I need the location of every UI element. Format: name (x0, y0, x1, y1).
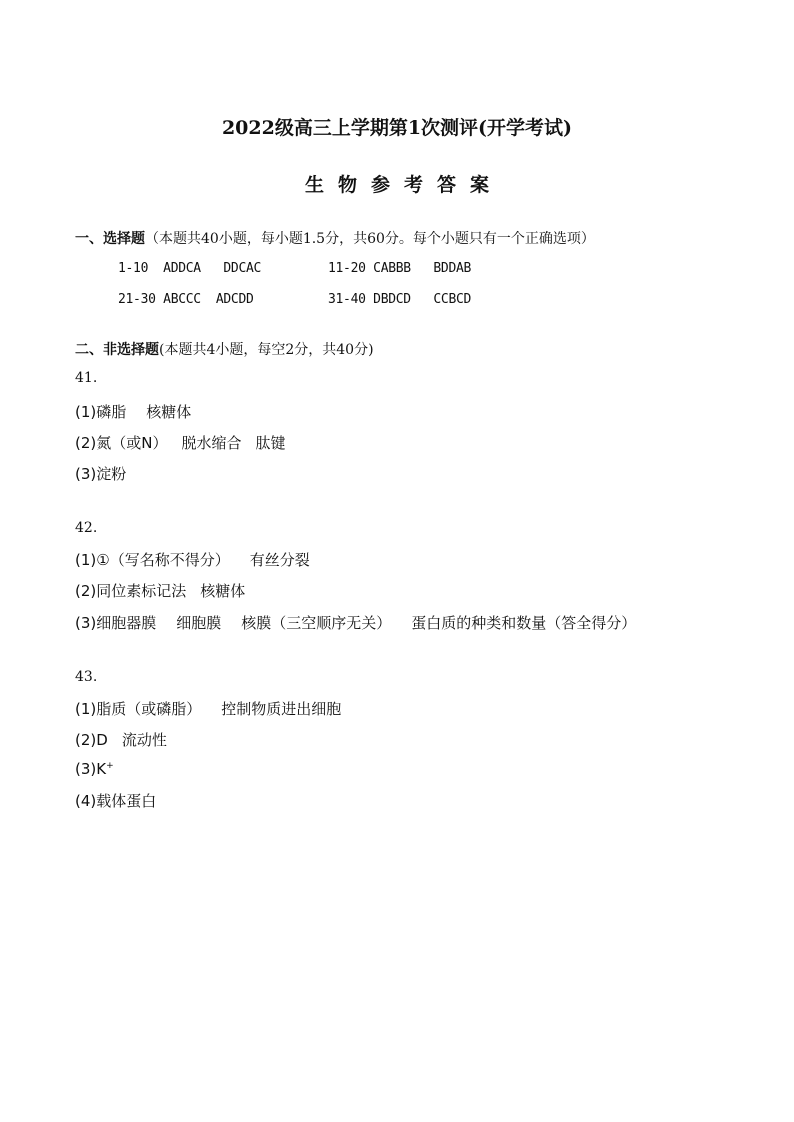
answer-part: 核糖体 (200, 582, 246, 600)
answer-part: 控制物质进出细胞 (221, 700, 342, 718)
section1-note: （本题共40小题，每小题1.5分，共60分。每个小题只有一个正确选项） (145, 231, 595, 247)
answer-part: 细胞器膜 (96, 614, 157, 632)
answer-part: K (96, 760, 107, 778)
answer-block: ADCDD (215, 292, 254, 307)
answer-part: 蛋白质的种类和数量（答全得分） (411, 614, 637, 632)
section2-header (75, 339, 374, 359)
answer-label: (1) (75, 700, 97, 718)
answer-part: 流动性 (121, 731, 167, 749)
page-title: 2022级高三上学期第1次测评(开学考试) (221, 117, 573, 139)
answer-part: 淀粉 (96, 465, 127, 483)
answer-part: 氮（或N） (96, 434, 168, 452)
answer-line (75, 549, 310, 570)
answer-line (75, 463, 126, 484)
answer-line (75, 432, 286, 453)
answer-label: (2) (75, 582, 97, 600)
answer-label: (3) (75, 760, 97, 778)
section2-note: (本题共4小题，每空2分，共40分) (159, 342, 374, 358)
answer-group-1-10 (118, 261, 261, 276)
answer-block: BDDAB (433, 261, 472, 276)
answer-group-11-20 (328, 261, 471, 276)
answer-label: (1) (75, 551, 97, 569)
section1-heading: 一、选择题 (75, 231, 145, 247)
answer-label: (3) (75, 614, 97, 632)
answer-label: (2) (75, 731, 97, 749)
answer-line (75, 612, 636, 633)
answer-part: ①（写名称不得分） (96, 551, 230, 569)
answer-line (75, 760, 114, 778)
answer-part: 同位素标记法 (96, 582, 187, 600)
answer-label: (2) (75, 434, 97, 452)
answer-block: ABCCC (163, 292, 201, 307)
answer-range: 1-10 (118, 261, 149, 276)
answer-line (75, 729, 167, 750)
answer-part: 核膜（三空顺序无关） (241, 614, 392, 632)
answer-part: 肽键 (255, 434, 286, 452)
answer-block: CCBCD (433, 292, 472, 307)
answer-part: 脂质（或磷脂） (96, 700, 202, 718)
answer-block: DDCAC (223, 261, 262, 276)
answer-line (75, 401, 191, 422)
answer-line (75, 698, 341, 719)
answer-block: ADDCA (163, 261, 201, 276)
question-number-42: 42. (75, 520, 98, 536)
answer-part: 细胞膜 (176, 614, 222, 632)
answer-range: 21-30 (118, 292, 156, 307)
page-subtitle: 生物参考答案 (304, 174, 503, 196)
answer-line (75, 580, 245, 601)
answer-label: (1) (75, 403, 97, 421)
answer-line (75, 790, 156, 811)
question-number-41: 41. (75, 370, 98, 386)
answer-part: 脱水缩合 (181, 434, 242, 452)
answer-part: 有丝分裂 (249, 551, 310, 569)
answer-group-21-30 (118, 292, 254, 307)
section1-header (75, 228, 595, 248)
answer-label: (4) (75, 792, 97, 810)
answer-range: 31-40 (328, 292, 366, 307)
answer-label: (3) (75, 465, 97, 483)
section2-heading: 二、非选择题 (75, 342, 159, 358)
superscript-charge: + (106, 761, 114, 771)
answer-block: DBDCD (373, 292, 411, 307)
answer-part: 磷脂 (96, 403, 127, 421)
answer-part: 载体蛋白 (96, 792, 157, 810)
answer-range: 11-20 (328, 261, 366, 276)
question-number-43: 43. (75, 669, 98, 685)
answer-block: CABBB (373, 261, 411, 276)
answer-part: D (96, 731, 108, 749)
answer-part: 核糖体 (146, 403, 192, 421)
answer-group-31-40 (328, 292, 471, 307)
